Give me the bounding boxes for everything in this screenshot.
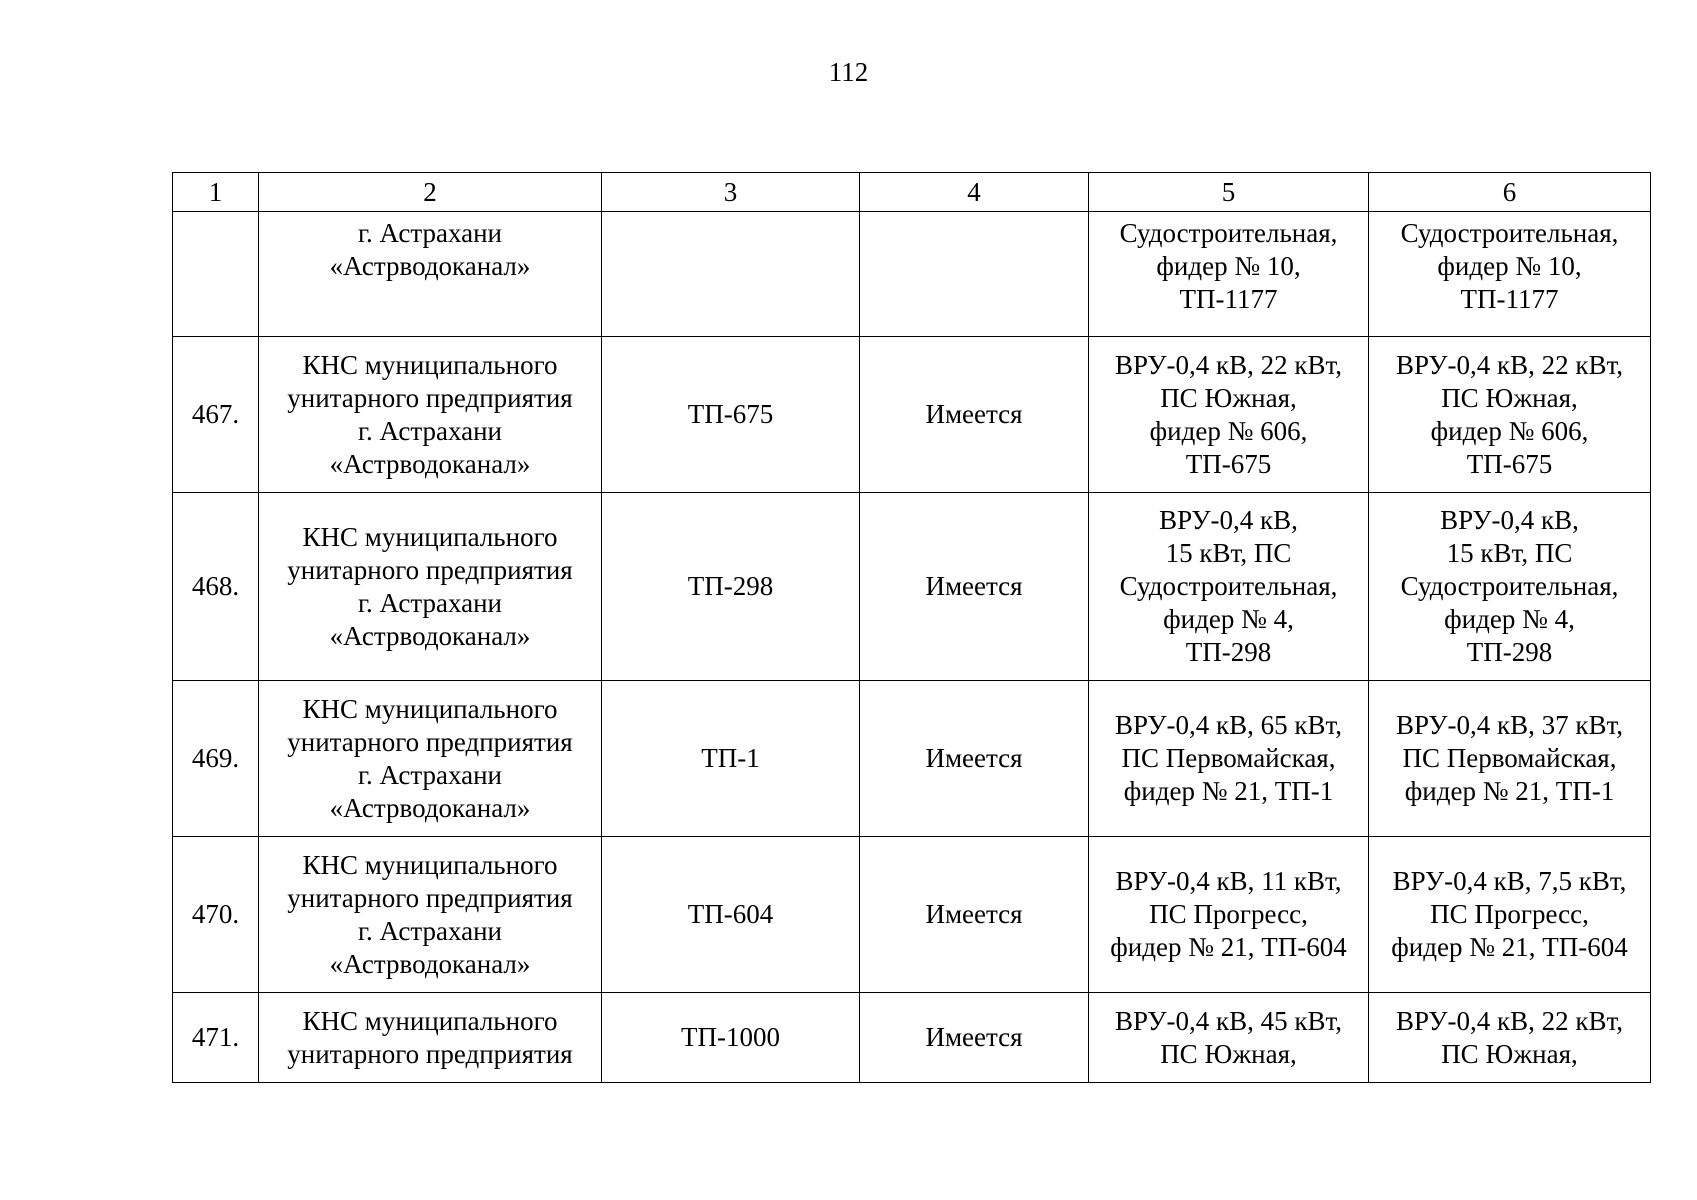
cell-name: КНС муниципального унитарного предприятия г. Астрахани «Астрводоканал»	[259, 837, 602, 993]
cell-col5: Судостроительная, фидер № 10, ТП-1177	[1089, 212, 1369, 337]
cell-tp: ТП-298	[602, 493, 860, 681]
table-row	[173, 993, 1651, 1083]
header-col-4: 4	[860, 173, 1089, 212]
cell-name: КНС муниципального унитарного предприятия г. Астрахани «Астрводоканал»	[259, 681, 602, 837]
cell-col6: ВРУ-0,4 кВ, 22 кВт, ПС Южная,	[1369, 993, 1651, 1083]
table-row	[173, 337, 1651, 493]
header-col-2: 2	[259, 173, 602, 212]
header-col-6: 6	[1369, 173, 1651, 212]
cell-name: КНС муниципального унитарного предприятия г. Астрахани «Астрводоканал»	[259, 493, 602, 681]
cell-tp: ТП-675	[602, 337, 860, 493]
cell-status: Имеется	[860, 493, 1089, 681]
page-number: 112	[828, 57, 869, 87]
header-col-1: 1	[173, 173, 259, 212]
cell-col6: ВРУ-0,4 кВ, 37 кВт, ПС Первомайская, фидер № 21, ТП-1	[1369, 681, 1651, 837]
cell-col5: ВРУ-0,4 кВ, 11 кВт, ПС Прогресс, фидер № 21, ТП-604	[1089, 837, 1369, 993]
cell-number	[173, 212, 259, 337]
header-col-3: 3	[602, 173, 860, 212]
cell-number: 469.	[173, 681, 259, 837]
cell-number: 467.	[173, 337, 259, 493]
cell-tp: ТП-604	[602, 837, 860, 993]
data-table	[172, 172, 1651, 1083]
cell-name: КНС муниципального унитарного предприятия г. Астрахани «Астрводоканал»	[259, 337, 602, 493]
table-row	[173, 837, 1651, 993]
cell-col6: ВРУ-0,4 кВ, 15 кВт, ПС Судостроительная, фидер № 4, ТП-298	[1369, 493, 1651, 681]
cell-name: г. Астрахани «Астрводоканал»	[259, 212, 602, 337]
cell-col5: ВРУ-0,4 кВ, 45 кВт, ПС Южная,	[1089, 993, 1369, 1083]
header-row	[173, 173, 1651, 212]
cell-col6: ВРУ-0,4 кВ, 7,5 кВт, ПС Прогресс, фидер № 21, ТП-604	[1369, 837, 1651, 993]
cell-tp: ТП-1000	[602, 993, 860, 1083]
cell-status: Имеется	[860, 837, 1089, 993]
cell-col5: ВРУ-0,4 кВ, 22 кВт, ПС Южная, фидер № 606, ТП-675	[1089, 337, 1369, 493]
cell-col5: ВРУ-0,4 кВ, 15 кВт, ПС Судостроительная, фидер № 4, ТП-298	[1089, 493, 1369, 681]
cell-name: КНС муниципального унитарного предприятия	[259, 993, 602, 1083]
table-row	[173, 681, 1651, 837]
cell-col6: Судостроительная, фидер № 10, ТП-1177	[1369, 212, 1651, 337]
table-row	[173, 212, 1651, 337]
cell-status: Имеется	[860, 681, 1089, 837]
cell-col5: ВРУ-0,4 кВ, 65 кВт, ПС Первомайская, фидер № 21, ТП-1	[1089, 681, 1369, 837]
cell-tp: ТП-1	[602, 681, 860, 837]
table-row	[173, 493, 1651, 681]
table-body	[173, 212, 1651, 1083]
cell-status	[860, 212, 1089, 337]
cell-number: 470.	[173, 837, 259, 993]
table-header	[173, 173, 1651, 212]
cell-col6: ВРУ-0,4 кВ, 22 кВт, ПС Южная, фидер № 606, ТП-675	[1369, 337, 1651, 493]
cell-number: 468.	[173, 493, 259, 681]
cell-status: Имеется	[860, 993, 1089, 1083]
cell-number: 471.	[173, 993, 259, 1083]
header-col-5: 5	[1089, 173, 1369, 212]
cell-tp	[602, 212, 860, 337]
cell-status: Имеется	[860, 337, 1089, 493]
